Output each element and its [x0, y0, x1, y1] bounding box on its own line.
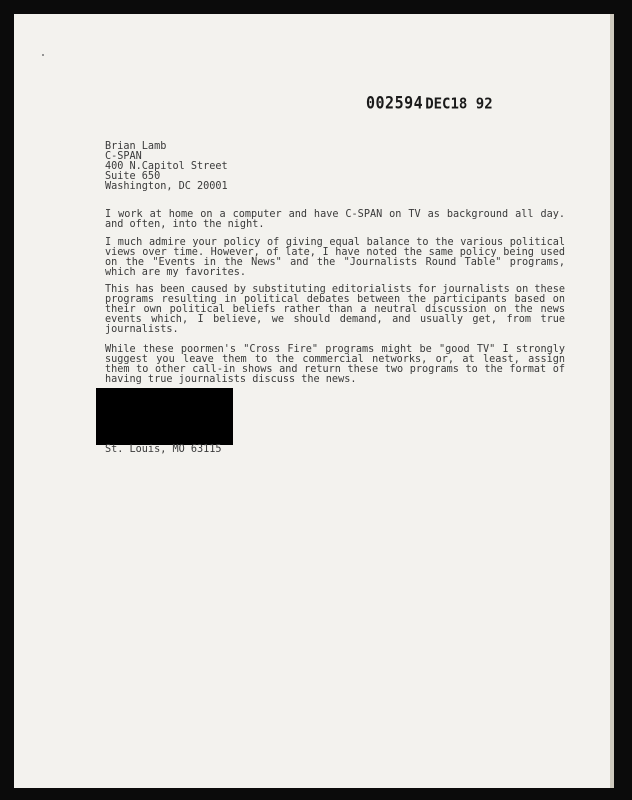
stamp-date: DEC18 92: [425, 95, 493, 113]
address-organization: C-SPAN: [105, 151, 142, 162]
stamp-number: 002594: [366, 93, 424, 113]
paragraph-1: I work at home on a computer and have C-SPAN on TV as background all day. and often, into the night.: [105, 209, 565, 230]
address-name: Brian Lamb: [105, 141, 167, 152]
address-suite: Suite 650: [105, 171, 161, 182]
letter-page: [14, 14, 614, 788]
paper-speck: [42, 54, 44, 56]
address-street: 400 N.Capitol Street: [105, 161, 228, 172]
receipt-stamp: [366, 93, 493, 113]
paragraph-4: While these poormen's "Cross Fire" programs might be "good TV" I strongly suggest you leave them to the commercial networks, or, at least, assign them to other call-in shows and return these two programs to the format of having true journalists discuss the news.: [105, 344, 565, 385]
sender-city-line: St. Louis, MO 63115: [105, 444, 222, 455]
paragraph-2: I much admire your policy of giving equal balance to the various political views over time. However, of late, I have noted the same policy being used on the "Events in the News" and the "Journalists Round Table" programs, which are my favorites.: [105, 237, 565, 278]
recipient-address: [105, 142, 228, 192]
address-city: Washington, DC 20001: [105, 181, 228, 192]
redacted-signature-block: [96, 388, 233, 445]
paragraph-3: This has been caused by substituting editorialists for journalists on these programs resulting in political debates between the participants based on their own political beliefs rather than a neutral discussion on the news events which, I believe, we should demand, and usually get, from true journalists.: [105, 284, 566, 335]
